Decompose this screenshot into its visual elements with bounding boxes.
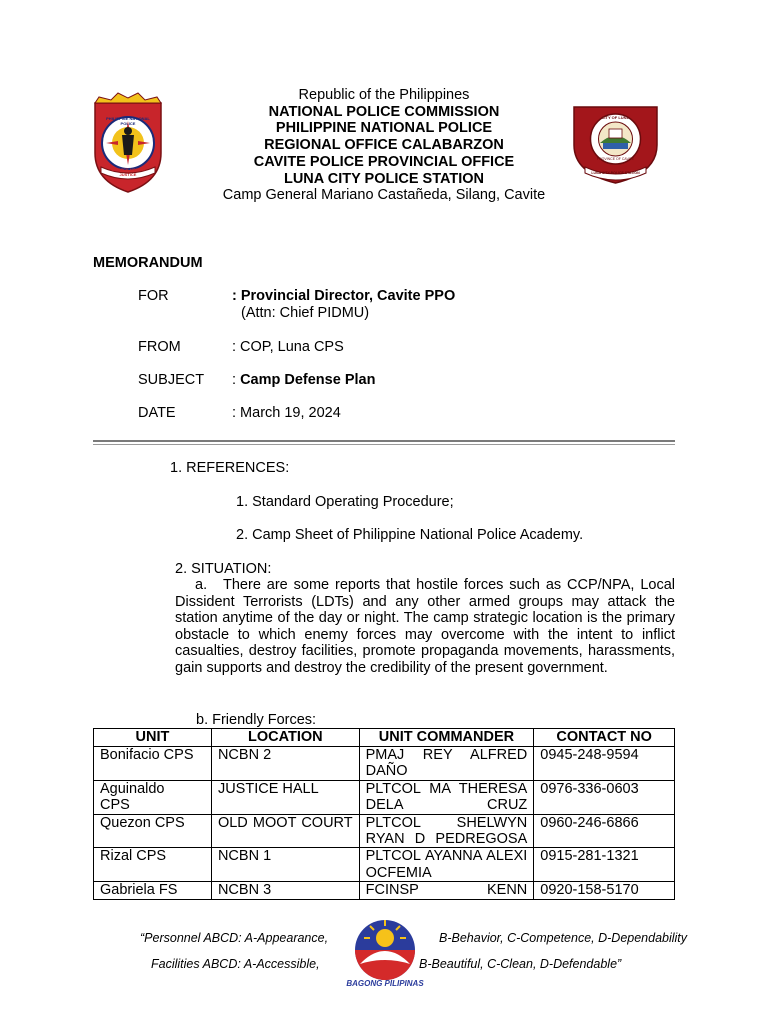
memo-subject-line: [232, 372, 375, 388]
cell-commander: PLTCOL SHELWYN RYAN D PEDREGOSA: [359, 814, 534, 848]
cell-contact: 0976-336-0603: [534, 780, 675, 814]
cell-commander: PLTCOL AYANNA ALEXI OCFEMIA: [359, 848, 534, 882]
cell-unit: Rizal CPS: [94, 848, 212, 882]
divider-rule: [93, 440, 675, 442]
cell-unit: Gabriela FS: [94, 882, 212, 899]
footer-facilities-left: Facilities ABCD: A-Accessible,: [151, 957, 320, 971]
reference-item-2: 2. Camp Sheet of Philippine National Police Academy.: [236, 527, 584, 543]
cell-commander: PMAJ REY ALFRED DAÑO: [359, 747, 534, 781]
memo-subject-label: SUBJECT: [138, 372, 205, 388]
situation-para-text: There are some reports that hostile forces such as CCP/NPA, Local Dissident Terrorists (LDTs) and any other armed groups may attack the station anytime of the day or night. The camp strategic location is the primary obstacle to which enemy forces may overcome with the intent to inflict casualties, destroy facilities, promote propaganda movements, harassments, gain supports and destroy the credibility of the present government.: [175, 577, 675, 676]
letterhead-pnp: PHILIPPINE NATIONAL POLICE: [275, 120, 493, 137]
footer-personnel-left: “Personnel ABCD: A-Appearance,: [140, 931, 329, 945]
reference-item-1: 1. Standard Operating Procedure;: [236, 494, 454, 510]
memo-subject-value: Camp Defense Plan: [240, 372, 376, 388]
letterhead-station: LUNA CITY POLICE STATION: [283, 170, 485, 187]
cell-unit: Bonifacio CPS: [94, 747, 212, 781]
luna-logo-inner: PROVINCE OF CAVITE: [596, 157, 635, 161]
friendly-forces-label: b. Friendly Forces:: [196, 712, 317, 728]
situation-paragraph: [175, 577, 675, 677]
table-row: [94, 882, 675, 899]
header-commander: UNIT COMMANDER: [359, 729, 534, 747]
cell-location: JUSTICE HALL: [211, 780, 359, 814]
friendly-forces-table: [93, 728, 675, 900]
memo-for-value: : Provincial Director, Cavite PPO: [232, 288, 456, 304]
header-unit: UNIT: [94, 729, 212, 747]
letterhead-region: REGIONAL OFFICE CALABARZON: [264, 137, 504, 154]
footer-personnel-right: B-Behavior, C-Competence, D-Dependability: [439, 931, 688, 945]
letterhead: [150, 87, 618, 204]
cell-commander: PLTCOL MA THERESA DELA CRUZ: [359, 780, 534, 814]
memo-for-label: FOR: [138, 288, 169, 304]
bagong-pilipinas-logo: [340, 916, 430, 992]
cell-contact: 0945-248-9594: [534, 747, 675, 781]
cell-contact: 0960-246-6866: [534, 814, 675, 848]
header-location: LOCATION: [211, 729, 359, 747]
memo-date-label: DATE: [138, 405, 176, 421]
pnp-logo-caption: PHILIPPINE NATIONAL POLICE: [106, 116, 150, 126]
letterhead-napolcom: NATIONAL POLICE COMMISSION: [268, 103, 500, 120]
table-header-row: [94, 729, 675, 747]
memo-subject-colon: :: [232, 372, 241, 388]
table-row: [94, 780, 675, 814]
divider-rule-thin: [93, 444, 675, 445]
table-row: [94, 747, 675, 781]
cell-unit: Aguinaldo CPS: [94, 780, 212, 814]
cell-unit: Quezon CPS: [94, 814, 212, 848]
luna-logo-top: CITY OF LUNA: [601, 115, 630, 120]
references-heading: 1. REFERENCES:: [170, 460, 290, 476]
situation-heading: 2. SITUATION:: [175, 561, 272, 577]
memo-from-label: FROM: [138, 339, 181, 355]
letterhead-republic: Republic of the Philippines: [298, 87, 470, 103]
header-contact: CONTACT NO: [534, 729, 675, 747]
cell-location: NCBN 3: [211, 882, 359, 899]
cell-commander: FCINSP KENN: [359, 882, 534, 899]
cell-contact: 0920-158-5170: [534, 882, 675, 899]
cell-contact: 0915-281-1321: [534, 848, 675, 882]
cell-location: NCBN 2: [211, 747, 359, 781]
table-row: [94, 814, 675, 848]
memo-date-value: : March 19, 2024: [232, 405, 341, 421]
bagong-pilipinas-text: BAGONG PILIPINAS: [346, 979, 424, 988]
pnp-logo-banner: SERVICE HONOR JUSTICE: [111, 167, 145, 177]
luna-logo-banner: LUNA CITY POLICE STATION: [591, 171, 640, 175]
memo-title: MEMORANDUM: [93, 255, 203, 271]
cell-location: OLD MOOT COURT: [211, 814, 359, 848]
memo-from-value: : COP, Luna CPS: [232, 339, 344, 355]
memo-for-attn: (Attn: Chief PIDMU): [241, 305, 370, 321]
letterhead-province: CAVITE POLICE PROVINCIAL OFFICE: [253, 153, 515, 170]
footer-facilities-right: B-Beautiful, C-Clean, D-Defendable”: [419, 957, 622, 971]
situation-para-label: a.: [195, 577, 208, 593]
cell-location: NCBN 1: [211, 848, 359, 882]
letterhead-address: Camp General Mariano Castañeda, Silang, Cavite: [222, 187, 546, 204]
table-row: [94, 848, 675, 882]
